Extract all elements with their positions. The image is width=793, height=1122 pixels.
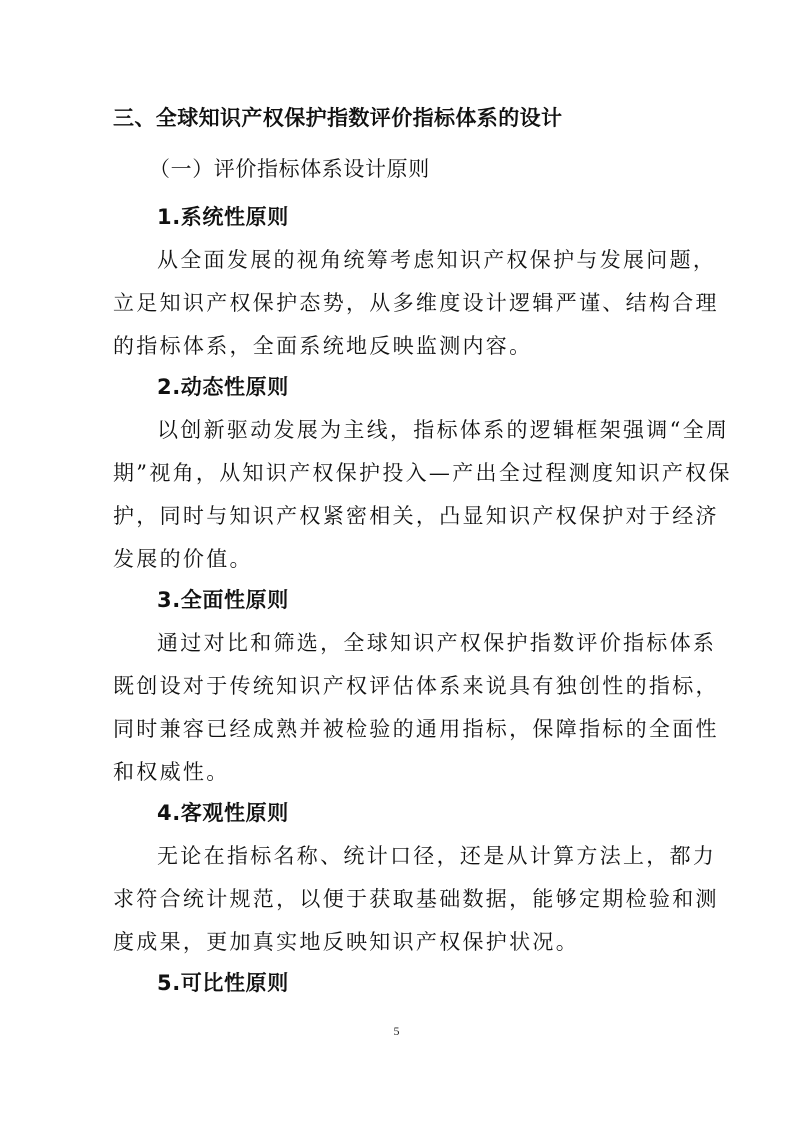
principle-heading: 5.可比性原则 xyxy=(157,971,289,995)
paragraph-line: 立足知识产权保护态势，从多维度设计逻辑严谨、结构合理 xyxy=(113,291,719,315)
paragraph-line: 度成果，更加真实地反映知识产权保护状况。 xyxy=(113,930,579,954)
principle-heading: 4.客观性原则 xyxy=(157,801,289,825)
paragraph-line: 通过对比和筛选，全球知识产权保护指数评价指标体系 xyxy=(157,631,717,655)
paragraph-line: 无论在指标名称、统计口径，还是从计算方法上，都力 xyxy=(157,844,717,868)
principle-heading: 1.系统性原则 xyxy=(157,205,289,229)
paragraph-line: 发展的价值。 xyxy=(113,547,253,571)
page-number: 5 xyxy=(393,1024,400,1038)
paragraph-line: 求符合统计规范，以便于获取基础数据，能够定期检验和测 xyxy=(113,887,719,911)
paragraph-line: 既创设对于传统知识产权评估体系来说具有独创性的指标， xyxy=(113,674,719,698)
paragraph-line: 以创新驱动发展为主线，指标体系的逻辑框架强调“全周 xyxy=(157,418,730,442)
section-title: 三、全球知识产权保护指数评价指标体系的设计 xyxy=(113,106,563,130)
paragraph-line: 和权威性。 xyxy=(113,760,230,784)
paragraph-line: 期”视角，从知识产权保护投入—产出全过程测度知识产权保 xyxy=(113,461,732,485)
principle-heading: 3.全面性原则 xyxy=(157,588,289,612)
paragraph-line: 从全面发展的视角统筹考虑知识产权保护与发展问题， xyxy=(157,248,717,272)
subsection-title: （一）评价指标体系设计原则 xyxy=(149,157,430,181)
principle-heading: 2.动态性原则 xyxy=(157,375,289,399)
paragraph-line: 护，同时与知识产权紧密相关，凸显知识产权保护对于经济 xyxy=(113,504,719,528)
paragraph-line: 同时兼容已经成熟并被检验的通用指标，保障指标的全面性 xyxy=(113,717,719,741)
paragraph-line: 的指标体系，全面系统地反映监测内容。 xyxy=(113,334,533,358)
